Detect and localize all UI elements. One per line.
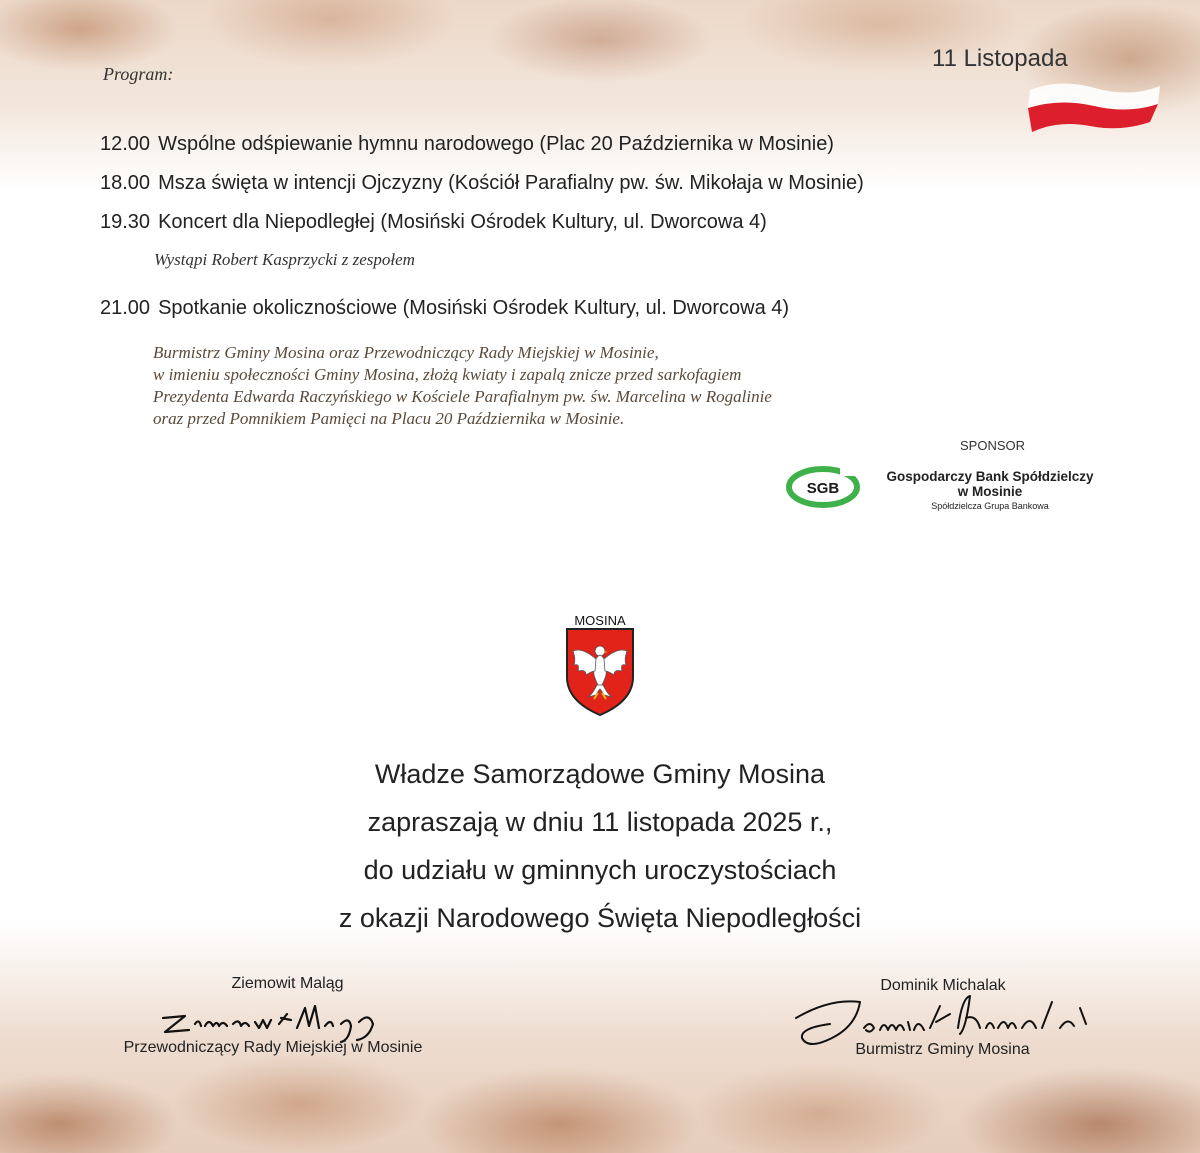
bank-name-line: Gospodarczy Bank Spółdzielczy bbox=[886, 469, 1094, 484]
date-heading: 11 Listopada bbox=[932, 45, 1068, 72]
invitation-line: do udziału w gminnych uroczystościach bbox=[363, 855, 837, 885]
signatory-name-right: Dominik Michalak bbox=[880, 977, 1006, 994]
invitation-text bbox=[200, 750, 1000, 942]
bank-name bbox=[870, 469, 1110, 499]
signatory-name-left: Ziemowit Maląg bbox=[231, 975, 344, 992]
program-time: 12.00 bbox=[100, 133, 151, 155]
sgb-logo-icon bbox=[786, 464, 862, 510]
program-text: Spotkanie okolicznościowe (Mosiński Ośrodek Kultury, ul. Dworcowa 4) bbox=[158, 297, 790, 319]
note-line: oraz przed Pomnikiem Pamięci na Placu 20 Października w Mosinie. bbox=[153, 409, 625, 428]
program-text: Msza święta w intencji Ojczyzny (Kościół Parafialny pw. św. Mikołaja w Mosinie) bbox=[158, 172, 864, 194]
program-list bbox=[100, 131, 1000, 321]
program-time: 18.00 bbox=[100, 172, 151, 194]
program-item bbox=[100, 170, 1000, 209]
program-item bbox=[100, 209, 1000, 248]
invitation-line: zapraszają w dniu 11 listopada 2025 r., bbox=[367, 807, 833, 837]
program-time: 19.30 bbox=[100, 211, 151, 233]
program-text: Wspólne odśpiewanie hymnu narodowego (Plac 20 Października w Mosinie) bbox=[158, 133, 834, 155]
program-text: Koncert dla Niepodległej (Mosiński Ośrodek Kultury, ul. Dworcowa 4) bbox=[158, 211, 767, 233]
note-line: Burmistrz Gminy Mosina oraz Przewodniczący Rady Miejskiej w Mosinie, bbox=[153, 343, 659, 362]
sgb-logo-text: SGB bbox=[806, 480, 840, 497]
program-label: Program: bbox=[103, 64, 174, 84]
signatory-title-left: Przewodniczący Rady Miejskiej w Mosinie bbox=[123, 1039, 423, 1056]
bank-name-line: w Mosinie bbox=[957, 484, 1023, 499]
sponsor-label: SPONSOR bbox=[960, 438, 1026, 453]
note-line: w imieniu społeczności Gminy Mosina, złożą kwiaty i zapalą znicze przed sarkofagiem bbox=[153, 365, 742, 384]
program-time: 21.00 bbox=[100, 297, 151, 319]
polish-flag-icon bbox=[1020, 80, 1165, 135]
program-item bbox=[100, 295, 1000, 321]
note-line: Prezydenta Edwarda Raczyńskiego w Kościele Parafialnym pw. św. Marcelina w Rogalinie bbox=[153, 387, 772, 406]
program-item bbox=[100, 131, 1000, 170]
bank-subtitle: Spółdzielcza Grupa Bankowa bbox=[931, 501, 1049, 511]
signatory-title-right: Burmistrz Gminy Mosina bbox=[855, 1041, 1030, 1058]
mosina-coat-of-arms-icon bbox=[564, 627, 636, 717]
invitation-line: Władze Samorządowe Gminy Mosina bbox=[374, 759, 826, 789]
invitation-line: z okazji Narodowego Święta Niepodległości bbox=[338, 903, 862, 933]
program-item-subnote: Wystąpi Robert Kasprzycki z zespołem bbox=[154, 250, 415, 269]
ceremony-note bbox=[153, 342, 772, 430]
crest-label: MOSINA bbox=[574, 613, 626, 628]
